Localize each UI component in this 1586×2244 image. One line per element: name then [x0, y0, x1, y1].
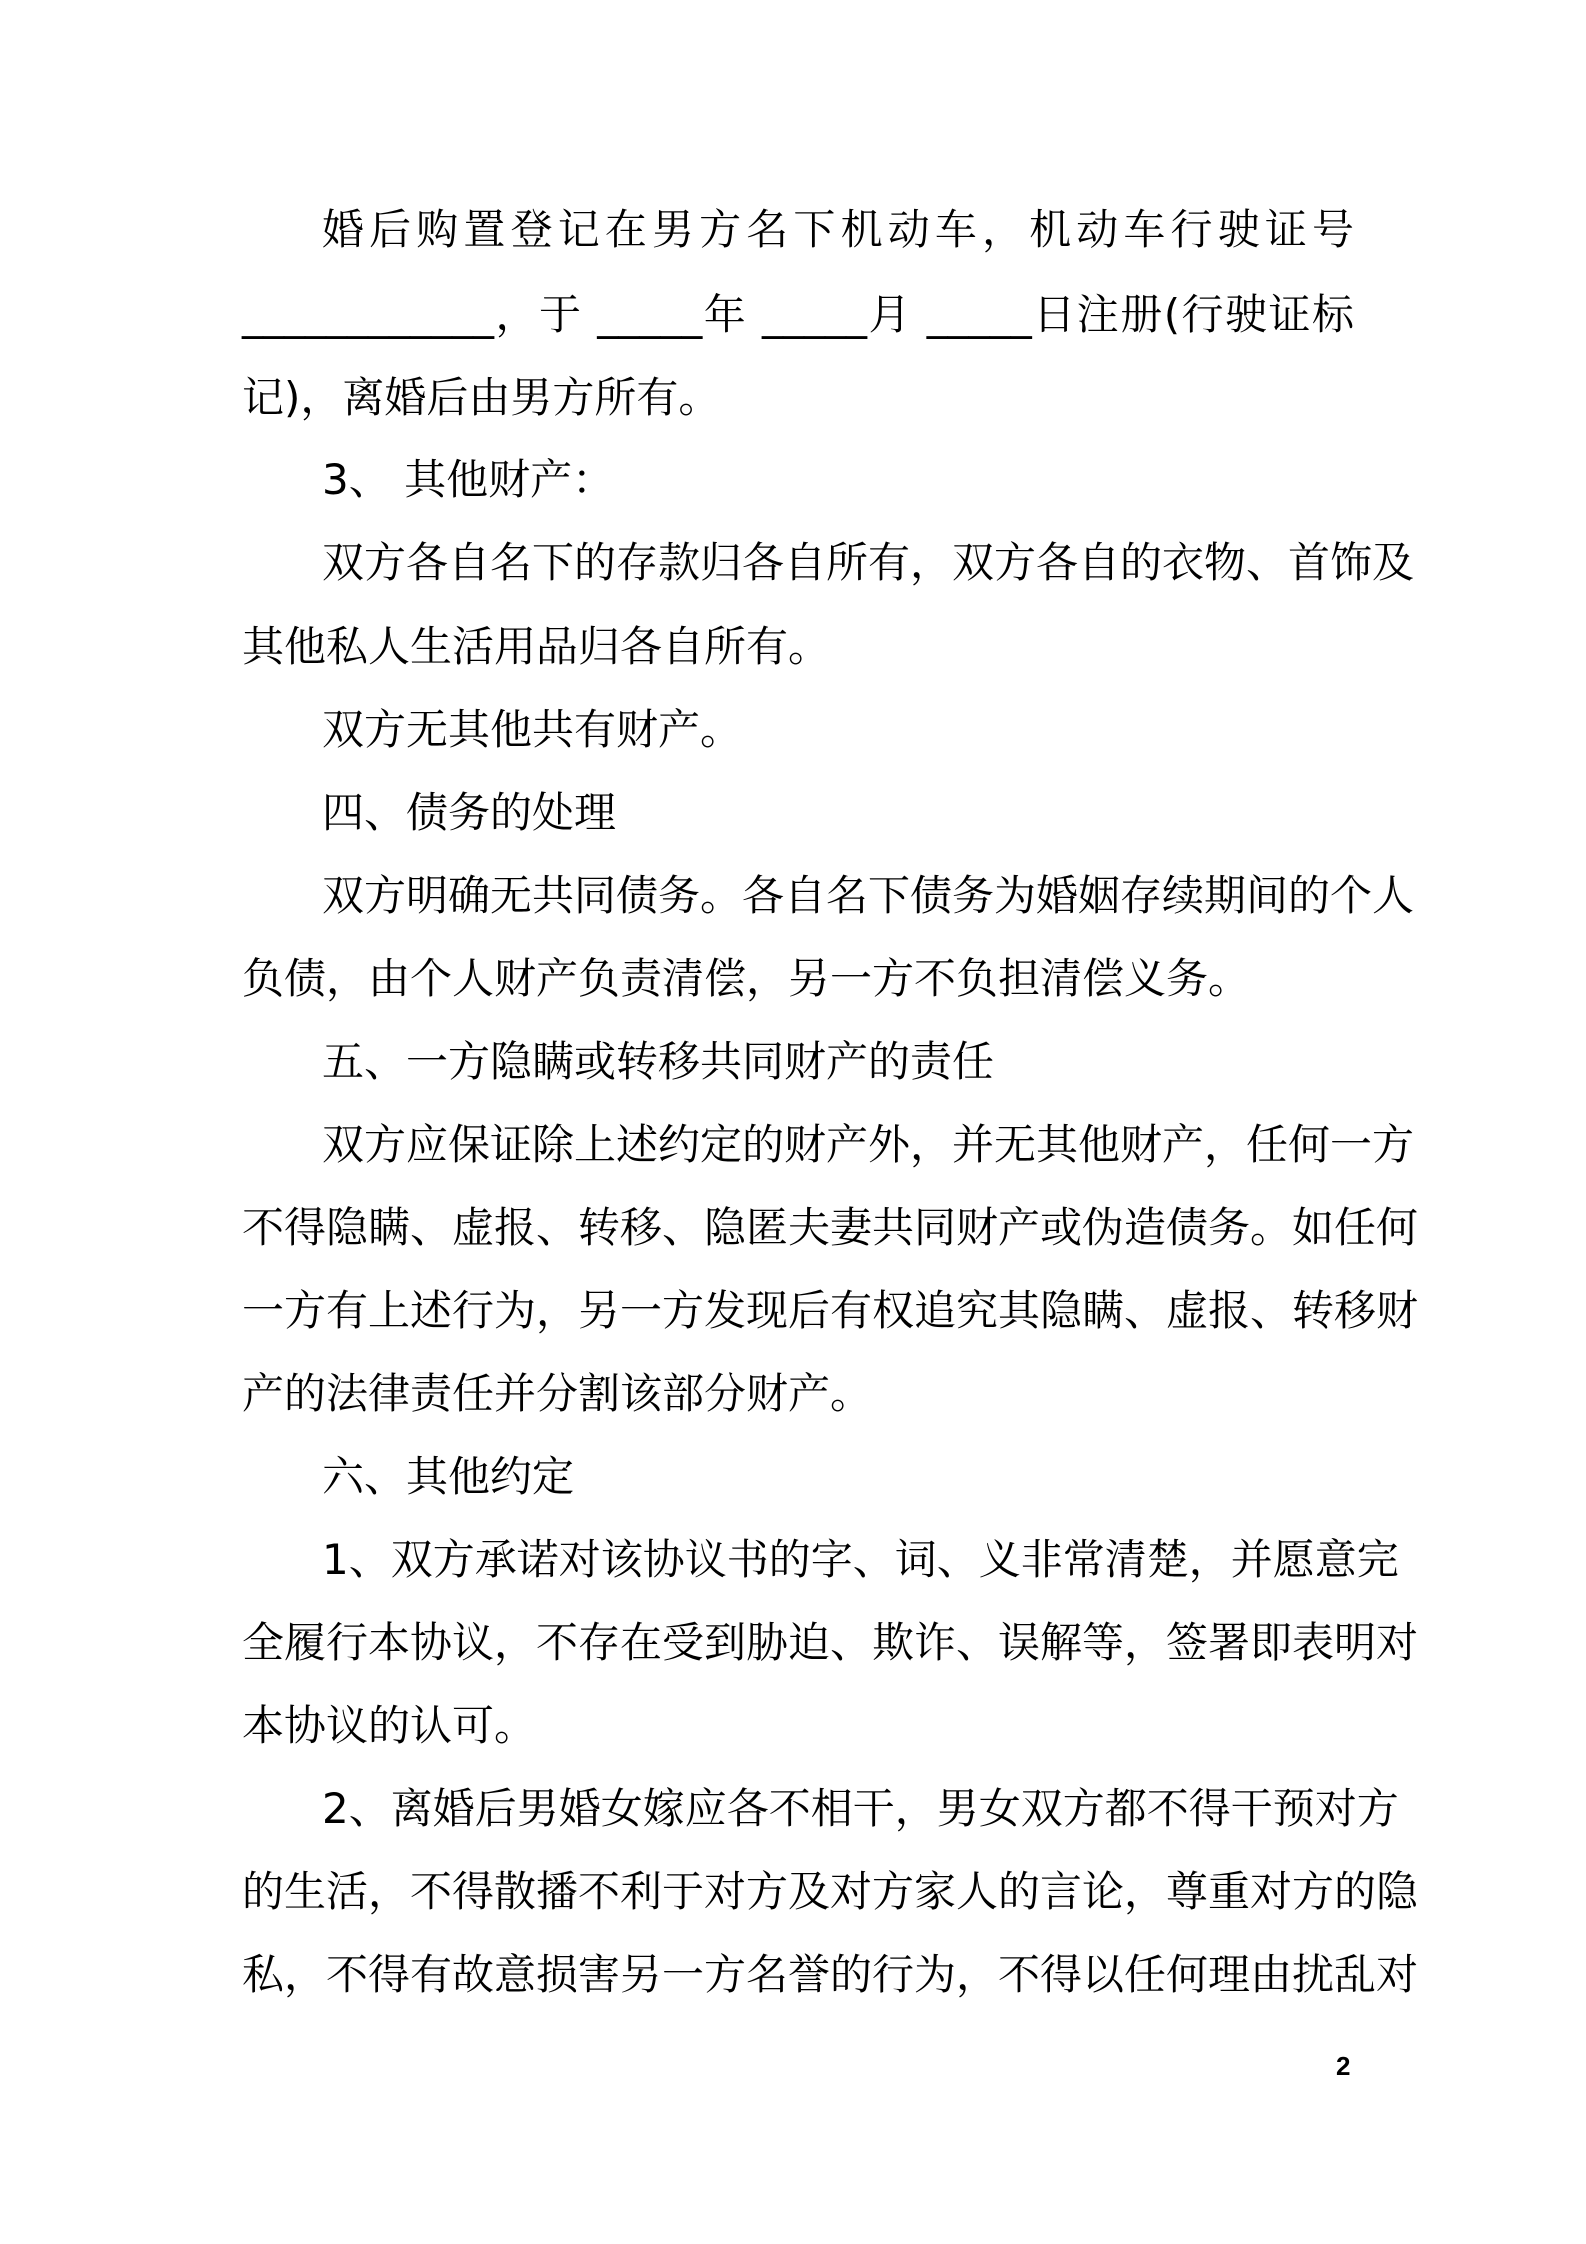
- paragraph-line: 双方应保证除上述约定的财产外，并无其他财产，任何一方: [322, 1120, 1415, 1169]
- section-heading: 五、一方隐瞒或转移共同财产的责任: [322, 1037, 995, 1086]
- section-heading: 四、债务的处理: [322, 788, 617, 837]
- paragraph-line: ____________，于 _____年 _____月 _____日注册(行驶证标: [242, 290, 1354, 339]
- paragraph-line: 一方有上述行为，另一方发现后有权追究其隐瞒、虚报、转移财: [242, 1286, 1419, 1335]
- paragraph-line: 双方各自名下的存款归各自所有，双方各自的衣物、首饰及: [322, 538, 1415, 587]
- page-number: 2: [1336, 2051, 1351, 2081]
- paragraph-line: 全履行本协议，不存在受到胁迫、欺诈、误解等，签署即表明对: [242, 1618, 1419, 1667]
- paragraph-line: 其他私人生活用品归各自所有。: [242, 622, 831, 671]
- paragraph-line: 本协议的认可。: [242, 1701, 537, 1750]
- paragraph-line: 负债，由个人财产负责清偿，另一方不负担清偿义务。: [242, 954, 1251, 1003]
- section-heading: 六、其他约定: [322, 1452, 575, 1501]
- paragraph-line: 双方明确无共同债务。各自名下债务为婚姻存续期间的个人: [322, 871, 1415, 920]
- paragraph-line: 双方无其他共有财产。: [322, 705, 743, 754]
- paragraph-line: 1、双方承诺对该协议书的字、词、义非常清楚，并愿意完: [322, 1535, 1399, 1584]
- document-page: [242, 0, 1419, 2244]
- paragraph-line: 2、离婚后男婚女嫁应各不相干，男女双方都不得干预对方: [322, 1784, 1399, 1833]
- paragraph-line: 记)，离婚后由男方所有。: [242, 373, 721, 422]
- section-heading: 3、 其他财产：: [322, 455, 615, 504]
- paragraph-line: 不得隐瞒、虚报、转移、隐匿夫妻共同财产或伪造债务。如任何: [242, 1203, 1419, 1252]
- paragraph-line: 的生活，不得散播不利于对方及对方家人的言论，尊重对方的隐: [242, 1867, 1419, 1916]
- paragraph-line: 私，不得有故意损害另一方名誉的行为，不得以任何理由扰乱对: [242, 1950, 1419, 1999]
- paragraph-line: 婚后购置登记在男方名下机动车，机动车行驶证号: [322, 205, 1354, 254]
- paragraph-line: 产的法律责任并分割该部分财产。: [242, 1369, 873, 1418]
